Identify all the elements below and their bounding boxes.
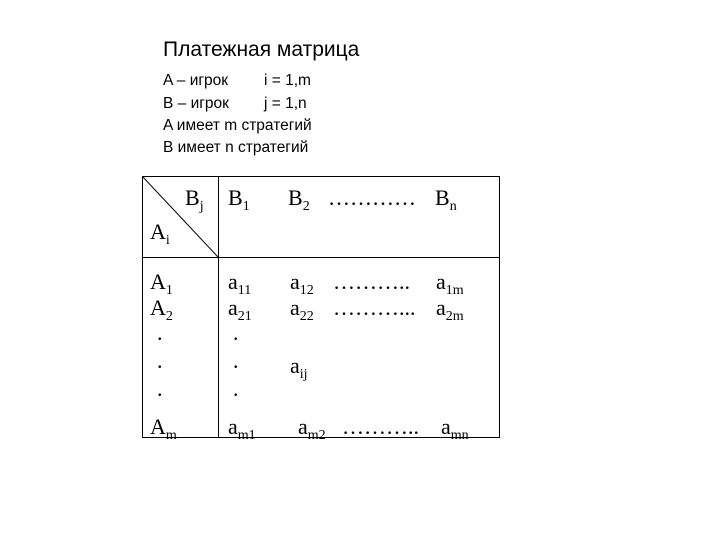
row-header-am: $A_m$: [150, 414, 177, 443]
row-header-a1: $A_1$: [150, 269, 173, 298]
cell-am2: $a_{m2}$: [298, 414, 326, 443]
j-range-label: j = 1,n: [264, 95, 307, 112]
cell-a21: $a_{21}$: [228, 295, 252, 324]
a-strategies-label: A имеет m стратегий: [163, 117, 312, 134]
cell-am1: $a_{m1}$: [228, 414, 256, 443]
col1-dot: .: [233, 348, 239, 373]
i-range-label: i = 1,m: [264, 72, 311, 89]
col-header-dots: …………: [328, 185, 416, 210]
page-title: Платежная матрица: [163, 38, 360, 61]
col-header-b1: $B_1$: [228, 185, 250, 214]
cell-a12: $a_{12}$: [290, 269, 314, 298]
corner-bj-label: $B_j$: [185, 185, 204, 214]
cell-a22: $a_{22}$: [290, 295, 314, 324]
corner-ai-label: $A_i$: [150, 219, 170, 248]
row-header-a2: $A_2$: [150, 295, 173, 324]
rowm-ellipsis: ………..: [342, 414, 419, 439]
row1-ellipsis: ………..: [333, 269, 410, 294]
col1-dot: .: [233, 376, 239, 401]
cell-a11: $a_{11}$: [228, 269, 252, 298]
b-strategies-label: B имеет n стратегий: [163, 139, 309, 156]
col1-dot: .: [233, 320, 239, 345]
cell-amn: $a_{mn}$: [441, 414, 469, 443]
cell-a1m: $a_{1m}$: [436, 269, 464, 298]
cell-a2m: $a_{2m}$: [436, 295, 464, 324]
row-header-dot: .: [157, 376, 163, 401]
row-header-dot: .: [157, 320, 163, 345]
col-header-bn: $B_n$: [435, 185, 457, 214]
row2-ellipsis: ………...: [333, 295, 416, 320]
col-header-b2: $B_2$: [288, 185, 310, 214]
cell-aij: $a_{ij}$: [290, 353, 308, 382]
player-a-label: A – игрок: [163, 72, 229, 89]
corner-diagonal: [142, 176, 219, 258]
player-b-label: B – игрок: [163, 95, 229, 112]
row-header-dot: .: [157, 348, 163, 373]
